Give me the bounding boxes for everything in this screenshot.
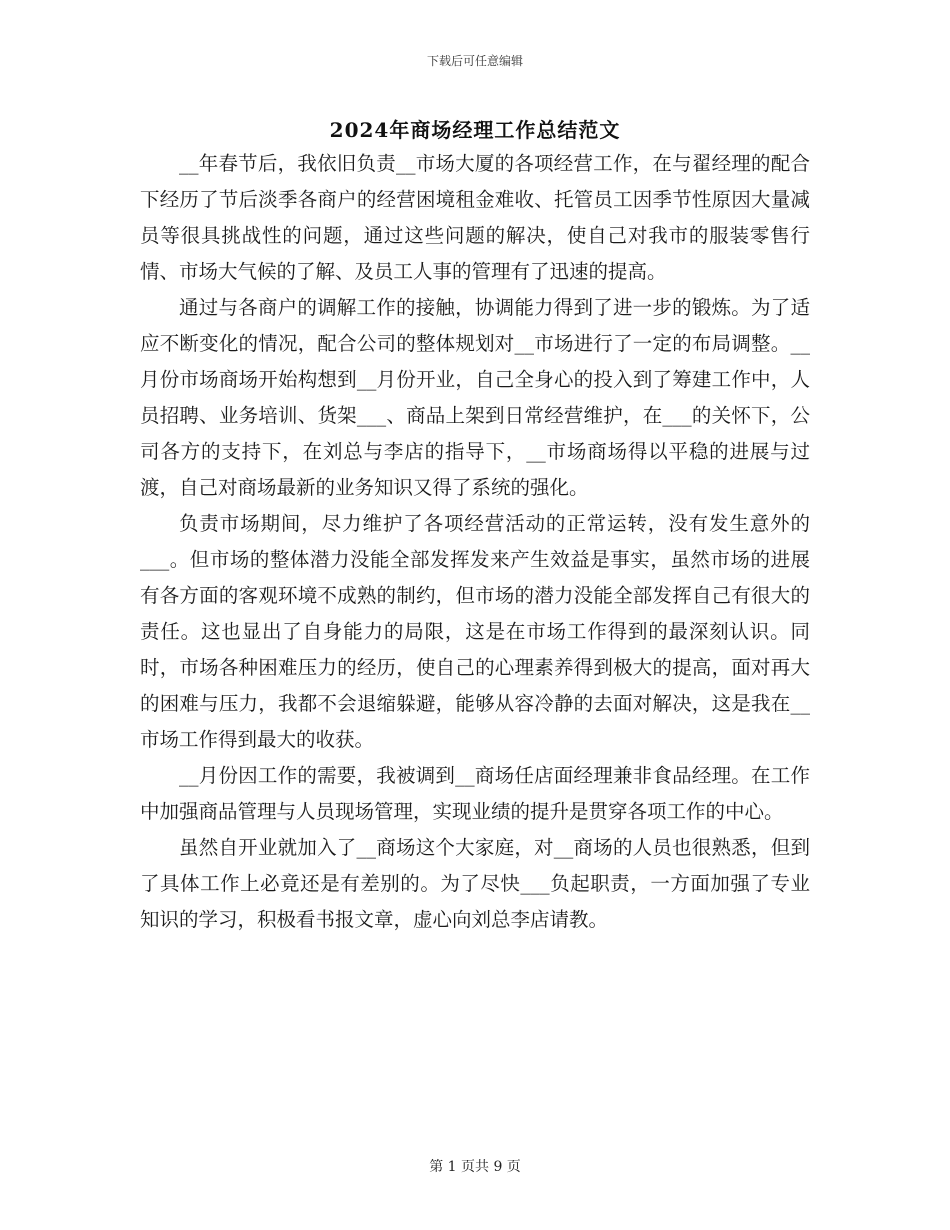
- paragraph: 虽然自开业就加入了__商场这个大家庭，对__商场的人员也很熟悉，但到了具体工作上必竟还是有差别的。为了尽快___负起职责，一方面加强了专业知识的学习，积极看书报文章，虚心向刘总李店请教。: [140, 836, 810, 931]
- document-body: [140, 146, 810, 938]
- paragraph: 通过与各商户的调解工作的接触，协调能力得到了进一步的锻炼。为了适应不断变化的情况，配合公司的整体规划对__市场进行了一定的布局调整。__月份市场商场开始构想到__月份开业，自己全身心的投入到了筹建工作中，人员招聘、业务培训、货架___、商品上架到日常经营维护，在___的关怀下，公司各方的支持下，在刘总与李店的指导下，__市场商场得以平稳的进展与过渡，自己对商场最新的业务知识又得了系统的强化。: [140, 296, 810, 499]
- paragraph: __月份因工作的需要，我被调到__商场任店面经理兼非食品经理。在工作中加强商品管理与人员现场管理，实现业绩的提升是贯穿各项工作的中心。: [140, 764, 810, 823]
- document-title: 2024年商场经理工作总结范文: [329, 118, 621, 142]
- paragraph: 负责市场期间，尽力维护了各项经营活动的正常运转，没有发生意外的___。但市场的整体潜力没能全部发挥发来产生效益是事实，虽然市场的进展有各方面的客观环境不成熟的制约，但市场的潜力没能全部发挥自己有很大的责任。这也显出了自身能力的局限，这是在市场工作得到的最深刻认识。同时，市场各种困难压力的经历，使自己的心理素养得到极大的提高，面对再大的困难与压力，我都不会退缩躲避，能够从容冷静的去面对解决，这是我在__市场工作得到最大的收获。: [140, 512, 810, 751]
- page-header-note: 下载后可任意编辑: [426, 54, 523, 68]
- page-number: 第 1 页共 9 页: [429, 1159, 521, 1175]
- paragraph: __年春节后，我依旧负责__市场大厦的各项经营工作，在与翟经理的配合下经历了节后淡季各商户的经营困境租金难收、托管员工因季节性原因大量减员等很具挑战性的问题，通过这些问题的解决，使自己对我市的服装零售行情、市场大气候的了解、及员工人事的管理有了迅速的提高。: [140, 152, 810, 283]
